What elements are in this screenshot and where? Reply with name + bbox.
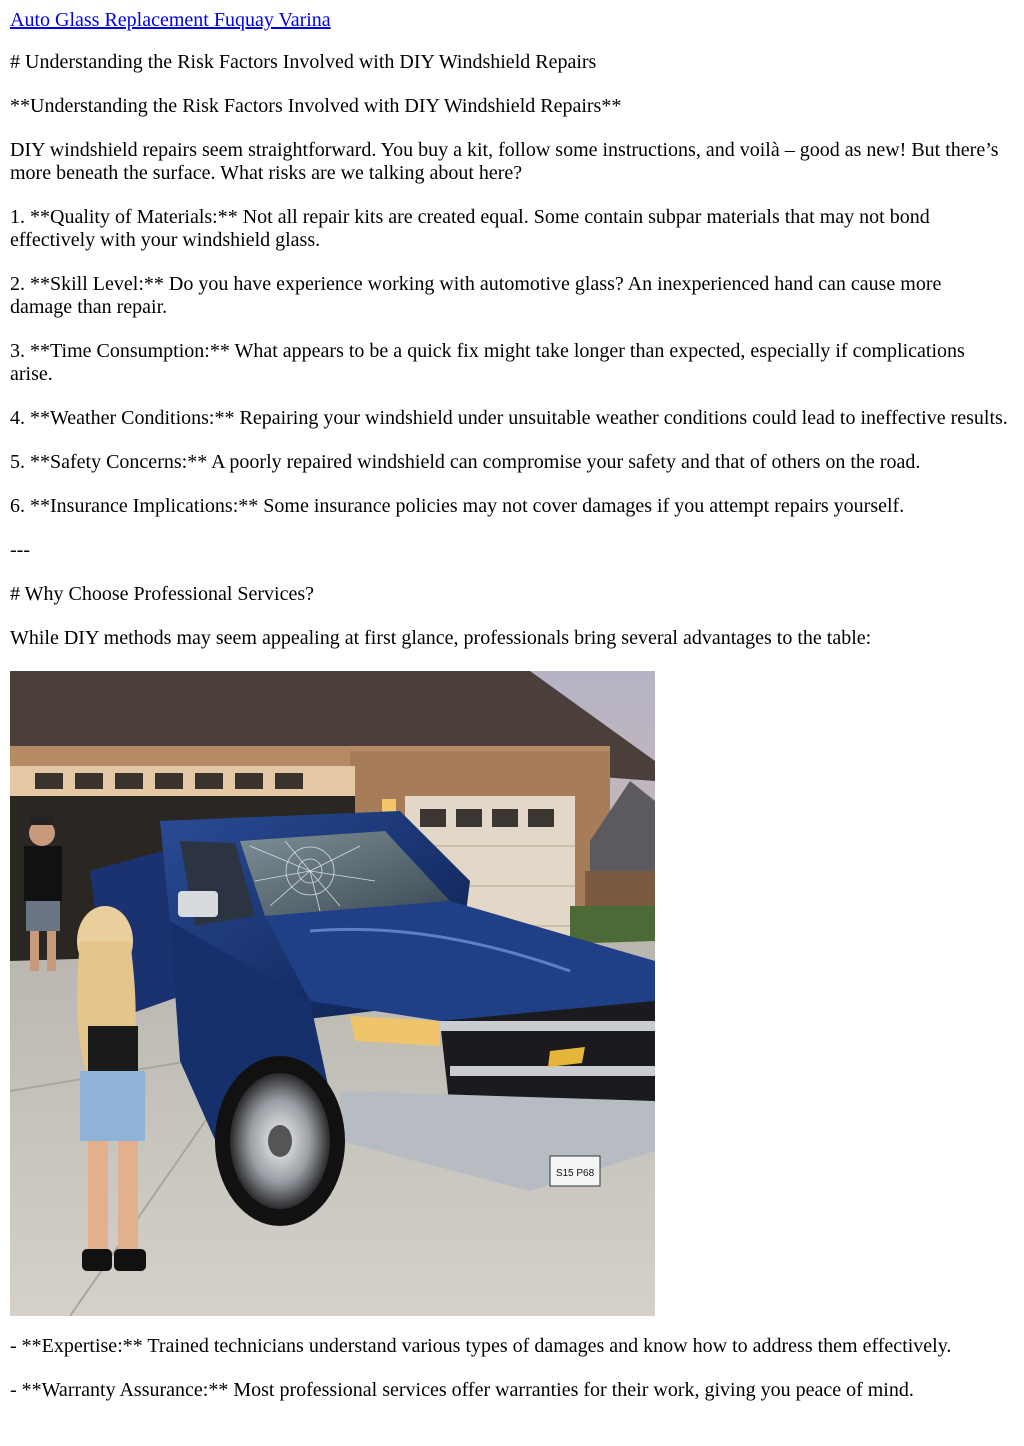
list-item-safety: 5. **Safety Concerns:** A poorly repaired windshield can compromise your safety and that of others on the road.: [10, 451, 921, 473]
list-item-skill: 2. **Skill Level:** Do you have experience working with automotive glass? An inexperienced hand can cause more damage than repair.: [10, 273, 942, 318]
license-plate-text: S15 P68: [555, 1168, 595, 1179]
list-item-weather: 4. **Weather Conditions:** Repairing your windshield under unsuitable weather conditions could lead to ineffective results.: [10, 407, 1008, 429]
professional-intro: While DIY methods may seem appealing at first glance, professionals bring several advantages to the table:: [10, 627, 872, 649]
list-item-time: 3. **Time Consumption:** What appears to be a quick fix might take longer than expected, especially if complications arise.: [10, 340, 965, 385]
heading-risk-factors: # Understanding the Risk Factors Involved with DIY Windshield Repairs: [10, 51, 597, 73]
headlight: [350, 1016, 440, 1046]
bullet-warranty: - **Warranty Assurance:** Most professional services offer warranties for their work, giving you peace of mind.: [10, 1379, 914, 1401]
bullet-expertise: - **Expertise:** Trained technicians understand various types of damages and know how to address them effectively.: [10, 1335, 952, 1357]
heading-risk-factors-bold: **Understanding the Risk Factors Involved with DIY Windshield Repairs**: [10, 95, 622, 117]
heading-professional: # Why Choose Professional Services?: [10, 583, 315, 605]
header-link[interactable]: Auto Glass Replacement Fuquay Varina: [10, 9, 331, 31]
intro-paragraph: DIY windshield repairs seem straightforward. You buy a kit, follow some instructions, and voilà – good as new! But there’s more beneath the surface. What risks are we talking about here?: [10, 139, 999, 184]
separator-text: ---: [10, 539, 30, 561]
list-item-quality: 1. **Quality of Materials:** Not all repair kits are created equal. Some contain subpar materials that may not bond effectively with your windshield glass.: [10, 206, 930, 251]
truck-photo: [10, 671, 655, 1316]
list-item-insurance: 6. **Insurance Implications:** Some insurance policies may not cover damages if you attempt repairs yourself.: [10, 495, 905, 517]
